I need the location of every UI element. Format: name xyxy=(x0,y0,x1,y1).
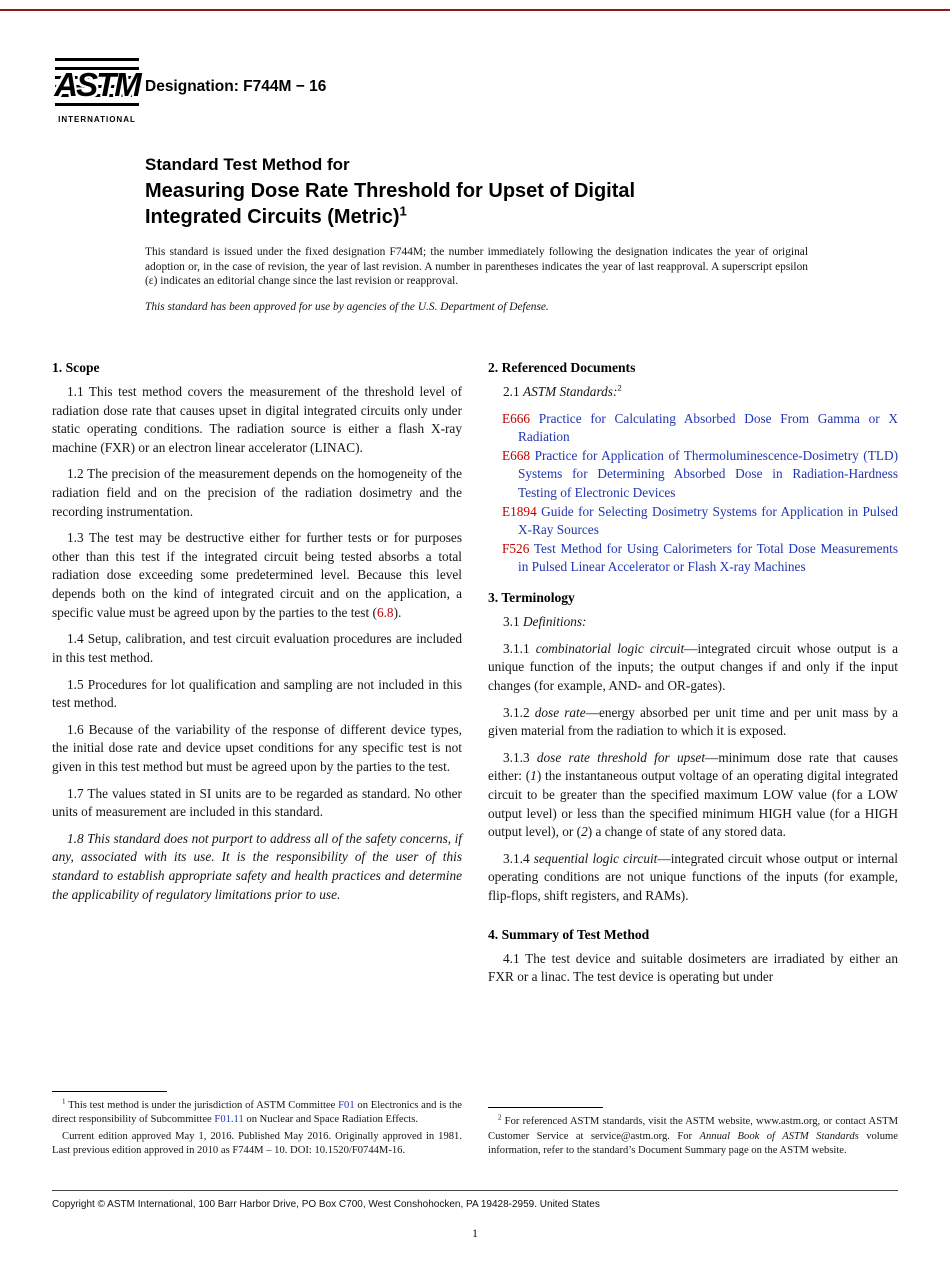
text-run: 1.5 Procedures for lot qualification and sampling are not included in this test method. xyxy=(52,676,462,711)
text-run: dose rate xyxy=(534,704,586,720)
text-run: 3.1.2 xyxy=(503,704,535,720)
text-run: —integrated circuit whose output is a unique function of the inputs; the output changes if and only if the input changes (for example, AND- and OR-gates). xyxy=(488,640,898,693)
text-run: —minimum dose rate that causes either: ( xyxy=(488,749,899,784)
paragraph-3-1-2 xyxy=(488,704,898,741)
inline-link[interactable]: F01 xyxy=(338,1100,355,1112)
astm-logo-acronym: ASTM xyxy=(54,66,140,103)
text-run: sequential logic circuit xyxy=(533,850,658,866)
text-run: on Nuclear and Space Radiation Effects. xyxy=(243,1114,419,1126)
paragraph-1-8 xyxy=(52,830,462,904)
footnote-2 xyxy=(488,1115,898,1158)
page-number: 1 xyxy=(472,1226,478,1240)
text-run: 1.2 The precision of the measurement depends on the homogeneity of the radiation field and on the precision of the radiation dosimetry and the recording instrumentation. xyxy=(52,466,462,519)
dod-approval-note: This standard has been approved for use by agencies of the U.S. Department of Defense. xyxy=(145,301,549,314)
text-run: 1 xyxy=(530,768,537,784)
text-run: 3.1 xyxy=(503,614,523,630)
footnote-1 xyxy=(52,1099,462,1127)
title-kicker: Standard Test Method for xyxy=(145,155,350,174)
text-run: ) a change of state of any stored data. xyxy=(587,824,786,840)
astm-logo xyxy=(55,58,139,124)
text-run: —energy absorbed per unit time and per unit mass by a given material from the radiation to which it is exposed. xyxy=(488,704,898,739)
text-run: 4.1 The test device and suitable dosimeters are irradiated by either an FXR or a linac. The test device is operating but under xyxy=(488,950,898,985)
inline-link[interactable]: F01.11 xyxy=(214,1114,244,1126)
text-run: 3.1.4 xyxy=(503,850,534,866)
section-referenced-documents xyxy=(488,358,898,577)
text-run: 3.1.1 xyxy=(503,640,536,656)
right-footnote-block xyxy=(488,1107,898,1160)
reference-title-link[interactable]: Test Method for Using Calorimeters for Total Dose Measurements in Pulsed Linear Accelerator or Flash X-ray Machines xyxy=(518,540,898,575)
section-scope xyxy=(52,358,462,912)
text-run: 1.7 The values stated in SI units are to be regarded as standard. No other units of measurement are included in this standard. xyxy=(52,785,462,820)
paragraph-1-3 xyxy=(52,529,462,622)
paragraph-4-1 xyxy=(488,950,898,987)
text-run: Current edition approved May 1, 2016. Published May 2016. Originally approved in 1981. Last previous edition approved in 2010 as F744M – 10. DOI: 10.1520/F0744M-16. xyxy=(52,1130,462,1156)
section-heading-terminology: 3. Terminology xyxy=(488,590,575,606)
reference-item-e666 xyxy=(488,410,898,447)
body-columns xyxy=(52,358,898,1160)
reference-item-e1894 xyxy=(488,503,898,540)
text-run: volume information, refer to the standard’s Document Summary page on the ASTM website. xyxy=(488,1130,898,1156)
text-run: 1.4 Setup, calibration, and test circuit evaluation procedures are included in this test method. xyxy=(52,631,462,665)
reference-item-e668 xyxy=(488,447,898,503)
left-column xyxy=(52,358,462,1160)
reference-code-link[interactable]: F526 xyxy=(502,540,530,556)
text-run: 1.3 The test may be destructive either for further tests or for purposes other than this test if the integrated circuit being tested absorbs a total radiation dose exceeding some predetermined level. Because this level depends both on the kind of integrated circuit and on the application, a specific value must be agreed upon by the parties to the test ( xyxy=(52,530,462,620)
page-title xyxy=(145,178,725,231)
paragraph-3-1-4 xyxy=(488,850,898,906)
paragraph-1-5 xyxy=(52,676,462,713)
text-run: 1.8 This standard does not purport to address all of the safety concerns, if any, associated with its use. It is the responsibility of the user of this standard to establish appropriate safety and health practices and determine the applicability of regulatory limitations prior to use. xyxy=(52,830,462,902)
text-run: 1 xyxy=(62,1097,66,1106)
footnote-divider xyxy=(52,1091,167,1092)
page-footer xyxy=(52,1190,898,1241)
text-run: ASTM Standards: xyxy=(522,384,618,399)
reference-code-link[interactable]: E666 xyxy=(502,410,531,426)
text-run: ). xyxy=(393,604,402,620)
right-column xyxy=(488,358,898,1160)
text-run: 2 xyxy=(617,382,622,393)
section-heading-scope: 1. Scope xyxy=(52,360,100,375)
left-footnote-block xyxy=(52,1091,462,1160)
text-run: ) the instantaneous output voltage of an operating digital integrated circuit to be greater than the specified maximum LOW value (for a LOW output level) or less than the specified minimum HIGH value (for a HIGH output level), or ( xyxy=(488,768,898,840)
text-run: 1.1 This test method covers the measurement of the threshold level of radiation dose rate that causes upset in digital integrated circuits only under static operating conditions. The radiation source is either a flash X-ray machine (FXR) or an electron linear accelerator (LINAC). xyxy=(52,384,462,455)
copyright-line: Copyright © ASTM International, 100 Barr Harbor Drive, PO Box C700, West Conshohocken, PA 19428-2959. United States xyxy=(52,1199,600,1210)
paragraph-1-2 xyxy=(52,465,462,521)
astm-logo-mark xyxy=(55,58,139,112)
paragraph-2-1 xyxy=(488,383,898,402)
text-run: —integrated circuit whose output or internal operating conditions are not unique functions of the inputs (for example, flip-flops, shift registers, and RAMs). xyxy=(488,850,898,904)
paragraph-1-6 xyxy=(52,721,462,777)
text-run: Measuring Dose Rate Threshold for Upset of Digital Integrated Circuits (Metric) xyxy=(145,180,636,229)
paragraph-3-1-1 xyxy=(488,640,898,696)
section-heading-summary: 4. Summary of Test Method xyxy=(488,926,650,942)
text-run: dose rate threshold for upset xyxy=(536,749,706,765)
text-run: Annual Book of ASTM Standards xyxy=(699,1130,859,1142)
section-heading-referenced-documents: 2. Referenced Documents xyxy=(488,360,636,375)
reference-title-link[interactable]: Practice for Calculating Absorbed Dose From Gamma or X Radiation xyxy=(518,410,899,445)
text-run: on Electronics and is the direct responsibility of Subcommittee xyxy=(52,1100,462,1126)
footnote-divider xyxy=(488,1107,603,1108)
paragraph-1-7 xyxy=(52,785,462,822)
text-run: 2 xyxy=(581,824,588,840)
paragraph-1-1 xyxy=(52,383,462,457)
reference-item-f526 xyxy=(488,540,898,577)
top-rule xyxy=(0,9,950,11)
text-run: For referenced ASTM standards, visit the ASTM website, www.astm.org, or contact ASTM Customer Service at service@astm.org. For xyxy=(488,1116,898,1142)
reference-code-link[interactable]: E668 xyxy=(502,447,531,463)
reference-code-link[interactable]: E1894 xyxy=(502,503,537,519)
section-summary xyxy=(488,914,898,995)
footnote-edition xyxy=(52,1130,462,1158)
text-run: This test method is under the jurisdiction of ASTM Committee xyxy=(65,1100,339,1112)
text-run: 1 xyxy=(399,203,407,219)
text-run: combinatorial logic circuit xyxy=(535,640,685,656)
designation-text: Designation: F744M − 16 xyxy=(145,78,327,95)
issuance-note: This standard is issued under the fixed designation F744M; the number immediately following the designation indicates the year of original adoption or, in the case of revision, the year of last revision. A number in parentheses indicates the year of last reapproval. A superscript epsilon (ε) indicates an editorial change since the last revision or reapproval. xyxy=(145,245,808,288)
reference-title-link[interactable]: Guide for Selecting Dosimetry Systems for Application in Pulsed X-Ray Sources xyxy=(518,503,898,538)
reference-title-link[interactable]: Practice for Application of Thermoluminescence-Dosimetry (TLD) Systems for Determining Absorbed Dose in Radiation-Hardness Testing of Electronic Devices xyxy=(518,447,898,501)
text-run: 2.1 xyxy=(503,384,523,399)
text-run: 1.6 Because of the variability of the response of different device types, the initial dose rate and device upset conditions for any specific test is not given in this test method but must be agreed upon by the parties to the test. xyxy=(52,721,462,774)
text-run: 3.1.3 xyxy=(503,749,537,765)
paragraph-3-1-3 xyxy=(488,749,898,842)
paragraph-3-1 xyxy=(488,613,898,632)
section-terminology xyxy=(488,577,898,914)
text-run: 2 xyxy=(498,1113,502,1122)
text-run: Definitions: xyxy=(522,614,587,630)
title-block xyxy=(145,155,817,325)
inline-link[interactable]: 6.8 xyxy=(376,604,394,620)
paragraph-1-4 xyxy=(52,630,462,667)
astm-logo-subtitle: INTERNATIONAL xyxy=(58,115,136,124)
